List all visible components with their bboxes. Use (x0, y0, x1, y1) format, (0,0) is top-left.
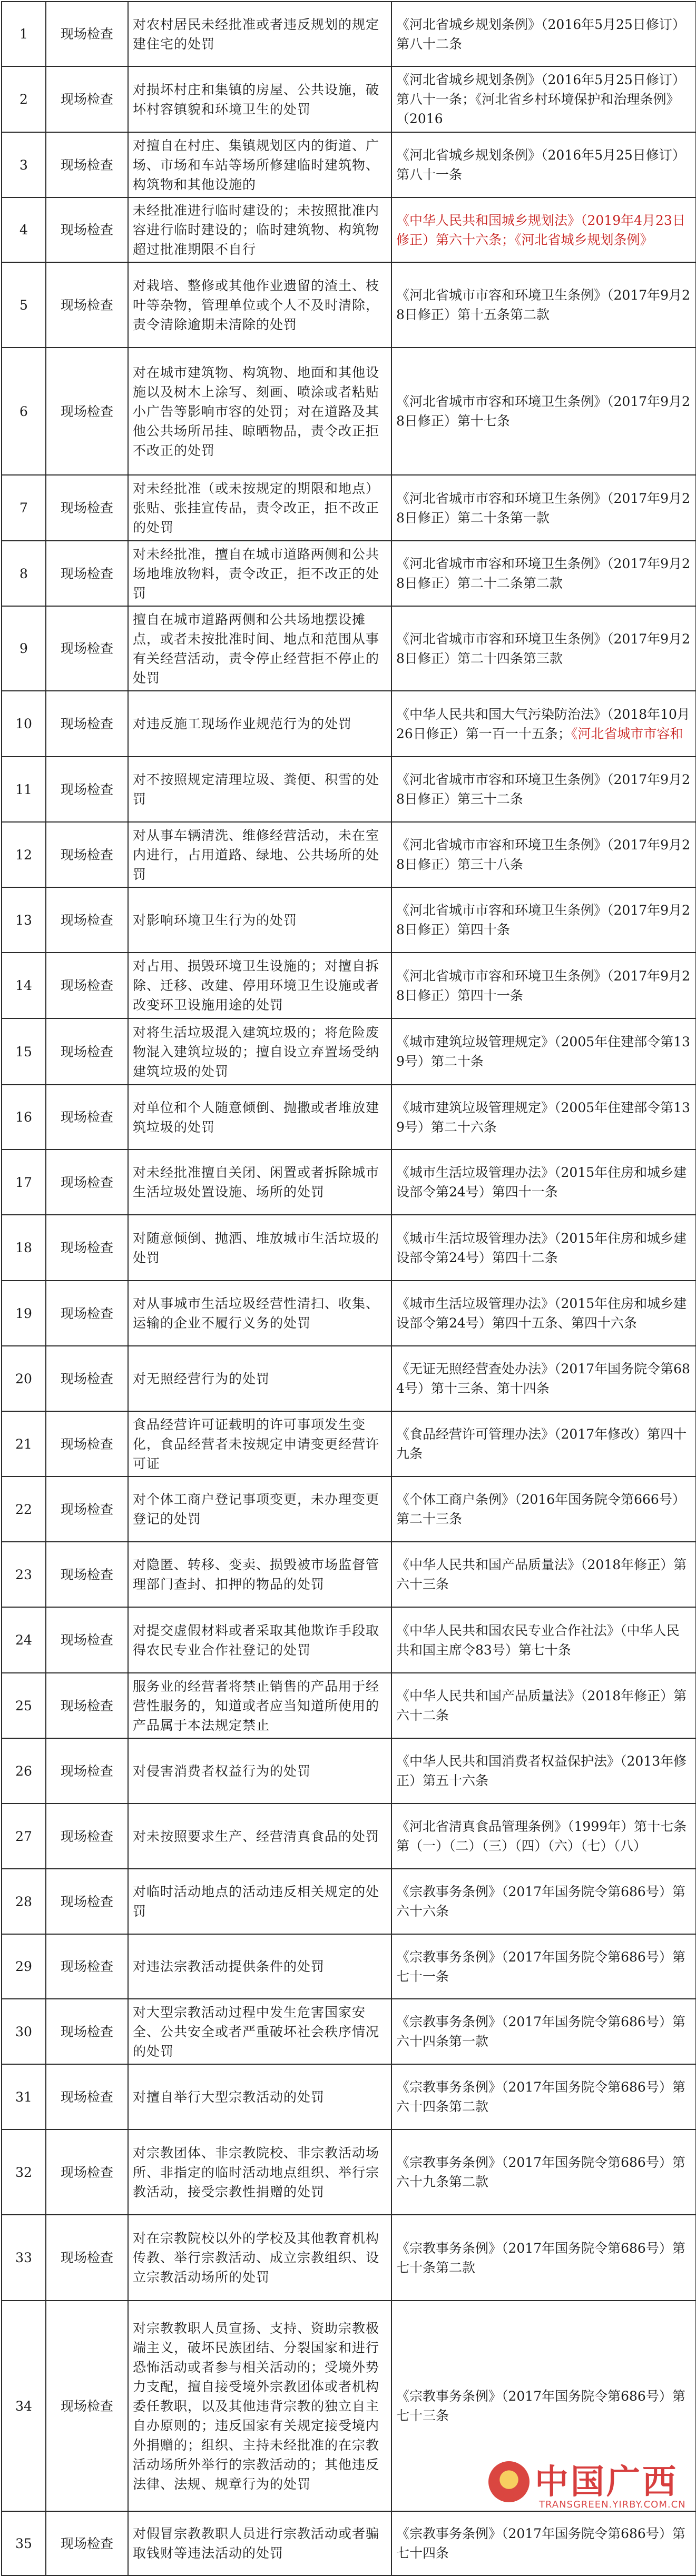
check-type: 现场检查 (46, 348, 128, 475)
table-row (2, 953, 696, 1018)
watermark (488, 2452, 689, 2525)
table-row (2, 1934, 696, 1999)
row-number: 4 (2, 197, 46, 262)
legal-basis: 《宗教事务条例》（2017年国务院令第686号）第六十四条第二款 (391, 2064, 696, 2129)
table-row (2, 1085, 696, 1150)
check-type: 现场检查 (46, 262, 128, 348)
row-number: 18 (2, 1215, 46, 1281)
legal-basis: 《宗教事务条例》（2017年国务院令第686号）第七十四条 (391, 2511, 696, 2575)
penalty-item: 对损坏村庄和集镇的房屋、公共设施，破坏村容镇貌和环境卫生的处罚 (128, 66, 391, 132)
penalty-item: 对农村居民未经批准或者违反规划的规定建住宅的处罚 (128, 2, 391, 66)
table-row (2, 1346, 696, 1411)
check-type: 现场检查 (46, 541, 128, 606)
check-type: 现场检查 (46, 2301, 128, 2511)
legal-basis: 《河北省城市市容和环境卫生条例》（2017年9月28日修正）第十七条 (391, 348, 696, 475)
penalty-item: 对宗教教职人员宣扬、支持、资助宗教极端主义，破坏民族团结、分裂国家和进行恐怖活动或者参与相关活动的；受境外势力支配，擅自接受境外宗教团体或者机构委任教职，以及其他违背宗教的独立自主自办原则的；违反国家有关规定接受境内外捐赠的；组织、主持未经批准的在宗教活动场所外举行的宗教活动的；其他违反法律、法规、规章行为的处罚 (128, 2301, 391, 2511)
check-type: 现场检查 (46, 1738, 128, 1804)
row-number: 17 (2, 1150, 46, 1215)
legal-basis: 《城市生活垃圾管理办法》（2015年住房和城乡建设部令第24号）第四十二条 (391, 1215, 696, 1281)
check-type: 现场检查 (46, 822, 128, 887)
legal-basis: 《河北省城市市容和环境卫生条例》（2017年9月28日修正）第三十八条 (391, 822, 696, 887)
legal-basis: 《河北省城市市容和环境卫生条例》（2017年9月28日修正）第二十条第一款 (391, 475, 696, 541)
penalty-item: 对将生活垃圾混入建筑垃圾的；将危险废物混入建筑垃圾的；擅自设立弃置场受纳建筑垃圾的处罚 (128, 1018, 391, 1085)
emblem-icon (488, 2461, 530, 2502)
check-type: 现场检查 (46, 1018, 128, 1085)
legal-basis: 《宗教事务条例》（2017年国务院令第686号）第七十一条 (391, 1934, 696, 1999)
check-type: 现场检查 (46, 1804, 128, 1869)
penalty-item: 对违法宗教活动提供条件的处罚 (128, 1934, 391, 1999)
penalty-item: 对临时活动地点的活动违反相关规定的处罚 (128, 1869, 391, 1934)
table-row (2, 66, 696, 132)
row-number: 25 (2, 1673, 46, 1738)
legal-basis: 《食品经营许可管理办法》（2017年修改）第四十九条 (391, 1411, 696, 1477)
row-number: 31 (2, 2064, 46, 2129)
table-row (2, 2215, 696, 2301)
legal-basis: 《河北省城市市容和环境卫生条例》（2017年9月28日修正）第四十条 (391, 887, 696, 953)
row-number: 19 (2, 1281, 46, 1346)
row-number: 29 (2, 1934, 46, 1999)
penalty-item: 对影响环境卫生行为的处罚 (128, 887, 391, 953)
legal-basis: 《中华人民共和国农民专业合作社法》（中华人民共和国主席令83号）第七十条 (391, 1607, 696, 1673)
table-row (2, 691, 696, 757)
check-type: 现场检查 (46, 1673, 128, 1738)
check-type: 现场检查 (46, 1934, 128, 1999)
table-row (2, 822, 696, 887)
check-type: 现场检查 (46, 1150, 128, 1215)
penalty-item: 对从事城市生活垃圾经营性清扫、收集、运输的企业不履行义务的处罚 (128, 1281, 391, 1346)
legal-basis: 《河北省城乡规划条例》（2016年5月25日修订）第八十一条 (391, 132, 696, 197)
table-row (2, 475, 696, 541)
table-row (2, 1150, 696, 1215)
check-type: 现场检查 (46, 1869, 128, 1934)
legal-basis: 《河北省城市市容和环境卫生条例》（2017年9月28日修正）第十五条第二款 (391, 262, 696, 348)
penalty-item: 对违反施工现场作业规范行为的处罚 (128, 691, 391, 757)
penalty-item: 对单位和个人随意倾倒、抛撒或者堆放建筑垃圾的处罚 (128, 1085, 391, 1150)
table-row (2, 1018, 696, 1085)
row-number: 10 (2, 691, 46, 757)
penalty-item: 对假冒宗教教职人员进行宗教活动或者骗取钱财等违法活动的处罚 (128, 2511, 391, 2575)
row-number: 9 (2, 606, 46, 691)
row-number: 22 (2, 1477, 46, 1542)
penalty-item: 对在城市建筑物、构筑物、地面和其他设施以及树木上涂写、刻画、喷涂或者粘贴小广告等影响市容的处罚；对在道路及其他公共场所吊挂、晾晒物品，责令改正拒不改正的处罚 (128, 348, 391, 475)
row-number: 33 (2, 2215, 46, 2301)
legal-basis: 《河北省城市市容和环境卫生条例》（2017年9月28日修正）第二十四条第三款 (391, 606, 696, 691)
check-type: 现场检查 (46, 475, 128, 541)
penalty-item: 对未按照要求生产、经营清真食品的处罚 (128, 1804, 391, 1869)
row-number: 6 (2, 348, 46, 475)
check-type: 现场检查 (46, 606, 128, 691)
row-number: 5 (2, 262, 46, 348)
legal-basis: 《中华人民共和国产品质量法》（2018年修正）第六十三条 (391, 1542, 696, 1607)
table-row (2, 262, 696, 348)
legal-basis: 《宗教事务条例》（2017年国务院令第686号）第六十六条 (391, 1869, 696, 1934)
check-type: 现场检查 (46, 2, 128, 66)
table-row (2, 1607, 696, 1673)
penalty-item: 对随意倾倒、抛洒、堆放城市生活垃圾的处罚 (128, 1215, 391, 1281)
check-type: 现场检查 (46, 1281, 128, 1346)
penalty-item: 对擅自举行大型宗教活动的处罚 (128, 2064, 391, 2129)
legal-basis: 《无证无照经营查处办法》（2017年国务院令第684号）第十三条、第十四条 (391, 1346, 696, 1411)
row-number: 3 (2, 132, 46, 197)
legal-basis-text: 《中华人民共和国大气污染防治法》（2018年10月26日修正）第一百一十五条； (396, 706, 690, 741)
row-number: 20 (2, 1346, 46, 1411)
penalty-item: 对无照经营行为的处罚 (128, 1346, 391, 1411)
table-row (2, 1804, 696, 1869)
row-number: 30 (2, 1999, 46, 2064)
check-type: 现场检查 (46, 1085, 128, 1150)
penalty-item: 对未经批准（或未按规定的期限和地点）张贴、张挂宣传品，责令改正，拒不改正的处罚 (128, 475, 391, 541)
penalty-item: 对不按照规定清理垃圾、粪便、积雪的处罚 (128, 757, 391, 822)
check-type: 现场检查 (46, 1477, 128, 1542)
row-number: 28 (2, 1869, 46, 1934)
legal-basis-highlight: 《河北省城市市容和 (571, 726, 683, 741)
legal-basis: 《城市生活垃圾管理办法》（2015年住房和城乡建设部令第24号）第四十一条 (391, 1150, 696, 1215)
penalty-item: 对从事车辆清洗、维修经营活动，未在室内进行，占用道路、绿地、公共场所的处罚 (128, 822, 391, 887)
check-type: 现场检查 (46, 197, 128, 262)
penalty-item: 擅自在城市道路两侧和公共场地摆设摊点，或者未按批准时间、地点和范围从事有关经营活动，责令停止经营拒不停止的处罚 (128, 606, 391, 691)
row-number: 14 (2, 953, 46, 1018)
row-number: 35 (2, 2511, 46, 2575)
penalty-item: 食品经营许可证载明的许可事项发生变化，食品经营者未按规定申请变更经营许可证 (128, 1411, 391, 1477)
penalty-item: 对在宗教院校以外的学校及其他教育机构传教、举行宗教活动、成立宗教组织、设立宗教活动场所的处罚 (128, 2215, 391, 2301)
row-number: 27 (2, 1804, 46, 1869)
penalty-item: 服务业的经营者将禁止销售的产品用于经营性服务的，知道或者应当知道所使用的产品属于本法规定禁止 (128, 1673, 391, 1738)
table-row (2, 606, 696, 691)
table-row (2, 132, 696, 197)
row-number: 1 (2, 2, 46, 66)
penalty-item: 对侵害消费者权益行为的处罚 (128, 1738, 391, 1804)
table-row (2, 1673, 696, 1738)
row-number: 7 (2, 475, 46, 541)
penalty-item: 对宗教团体、非宗教院校、非宗教活动场所、非指定的临时活动地点组织、举行宗教活动，接受宗教性捐赠的处罚 (128, 2129, 391, 2215)
legal-basis: 《城市建筑垃圾管理规定》（2005年住建部令第139号）第二十条 (391, 1018, 696, 1085)
row-number: 26 (2, 1738, 46, 1804)
penalty-item: 对提交虚假材料或者采取其他欺诈手段取得农民专业合作社登记的处罚 (128, 1607, 391, 1673)
table-row (2, 1738, 696, 1804)
penalty-item: 对未经批准，擅自在城市道路两侧和公共场地堆放物料，责令改正，拒不改正的处罚 (128, 541, 391, 606)
row-number: 13 (2, 887, 46, 953)
table-row (2, 1281, 696, 1346)
legal-basis: 《宗教事务条例》（2017年国务院令第686号）第六十四条第一款 (391, 1999, 696, 2064)
legal-basis: 《宗教事务条例》（2017年国务院令第686号）第六十九条第二款 (391, 2129, 696, 2215)
row-number: 15 (2, 1018, 46, 1085)
legal-basis: 《河北省城市市容和环境卫生条例》（2017年9月28日修正）第二十二条第二款 (391, 541, 696, 606)
row-number: 12 (2, 822, 46, 887)
check-type: 现场检查 (46, 953, 128, 1018)
row-number: 11 (2, 757, 46, 822)
check-type: 现场检查 (46, 2215, 128, 2301)
legal-basis: 《中华人民共和国城乡规划法》（2019年4月23日修正）第六十六条；《河北省城乡规划条例》 (391, 197, 696, 262)
penalty-items-table (1, 1, 696, 2576)
legal-basis: 《城市建筑垃圾管理规定》（2005年住建部令第139号）第二十六条 (391, 1085, 696, 1150)
check-type: 现场检查 (46, 2064, 128, 2129)
row-number: 32 (2, 2129, 46, 2215)
check-type: 现场检查 (46, 1411, 128, 1477)
penalty-item: 对擅自在村庄、集镇规划区内的街道、广场、市场和车站等场所修建临时建筑物、构筑物和其他设施的 (128, 132, 391, 197)
table-row (2, 1477, 696, 1542)
table-row (2, 2064, 696, 2129)
check-type: 现场检查 (46, 691, 128, 757)
row-number: 23 (2, 1542, 46, 1607)
check-type: 现场检查 (46, 1215, 128, 1281)
penalty-item: 对未经批准擅自关闭、闲置或者拆除城市生活垃圾处置设施、场所的处罚 (128, 1150, 391, 1215)
check-type: 现场检查 (46, 66, 128, 132)
table-row (2, 1542, 696, 1607)
watermark-title: 中国广西 (535, 2462, 678, 2502)
check-type: 现场检查 (46, 2129, 128, 2215)
check-type: 现场检查 (46, 1607, 128, 1673)
legal-basis: 《河北省城市市容和环境卫生条例》（2017年9月28日修正）第三十二条 (391, 757, 696, 822)
table-row (2, 1215, 696, 1281)
watermark-url: TRANSGREEN.YIRBY.COM.CN (539, 2499, 686, 2510)
check-type: 现场检查 (46, 757, 128, 822)
legal-basis: 《河北省城市市容和环境卫生条例》（2017年9月28日修正）第四十一条 (391, 953, 696, 1018)
check-type: 现场检查 (46, 1999, 128, 2064)
penalty-item: 对大型宗教活动过程中发生危害国家安全、公共安全或者严重破坏社会秩序情况的处罚 (128, 1999, 391, 2064)
table-row (2, 2, 696, 66)
row-number: 21 (2, 1411, 46, 1477)
table-row (2, 2129, 696, 2215)
table-row (2, 887, 696, 953)
legal-basis: 《河北省清真食品管理条例》（1999年）第十七条第（一）（二）（三）（四）（六）（七）（八） (391, 1804, 696, 1869)
table-row (2, 1999, 696, 2064)
legal-basis: 《宗教事务条例》（2017年国务院令第686号）第七十条第二款 (391, 2215, 696, 2301)
legal-basis: 《宗教事务条例》（2017年国务院令第686号）第七十三条 (391, 2301, 696, 2511)
check-type: 现场检查 (46, 132, 128, 197)
row-number: 16 (2, 1085, 46, 1150)
check-type: 现场检查 (46, 2511, 128, 2575)
table-row (2, 1869, 696, 1934)
legal-basis: 《城市生活垃圾管理办法》（2015年住房和城乡建设部令第24号）第四十五条、第四十六条 (391, 1281, 696, 1346)
legal-basis: 《中华人民共和国产品质量法》（2018年修正）第六十二条 (391, 1673, 696, 1738)
legal-basis: 《河北省城乡规划条例》（2016年5月25日修订）第八十二条 (391, 2, 696, 66)
row-number: 24 (2, 1607, 46, 1673)
table-row (2, 541, 696, 606)
row-number: 34 (2, 2301, 46, 2511)
table-row (2, 348, 696, 475)
legal-basis: 《中华人民共和国消费者权益保护法》（2013年修正）第五十六条 (391, 1738, 696, 1804)
check-type: 现场检查 (46, 887, 128, 953)
legal-basis (391, 691, 696, 757)
penalty-item: 对占用、损毁环境卫生设施的；对擅自拆除、迁移、改建、停用环境卫生设施或者改变环卫设施用途的处罚 (128, 953, 391, 1018)
legal-basis: 《个体工商户条例》（2016年国务院令第666号）第二十三条 (391, 1477, 696, 1542)
row-number: 2 (2, 66, 46, 132)
check-type: 现场检查 (46, 1542, 128, 1607)
table-row (2, 1411, 696, 1477)
penalty-item: 对隐匿、转移、变卖、损毁被市场监督管理部门查封、扣押的物品的处罚 (128, 1542, 391, 1607)
table-row (2, 757, 696, 822)
penalty-item: 对栽培、整修或其他作业遗留的渣土、枝叶等杂物，管理单位或个人不及时清除，责令清除逾期未清除的处罚 (128, 262, 391, 348)
penalty-item: 对个体工商户登记事项变更，未办理变更登记的处罚 (128, 1477, 391, 1542)
legal-basis: 《河北省城乡规划条例》（2016年5月25日修订）第八十一条；《河北省乡村环境保护和治理条例》（2016 (391, 66, 696, 132)
penalty-item: 未经批准进行临时建设的；未按照批准内容进行临时建设的；临时建筑物、构筑物超过批准期限不自行 (128, 197, 391, 262)
check-type: 现场检查 (46, 1346, 128, 1411)
row-number: 8 (2, 541, 46, 606)
table-row (2, 197, 696, 262)
